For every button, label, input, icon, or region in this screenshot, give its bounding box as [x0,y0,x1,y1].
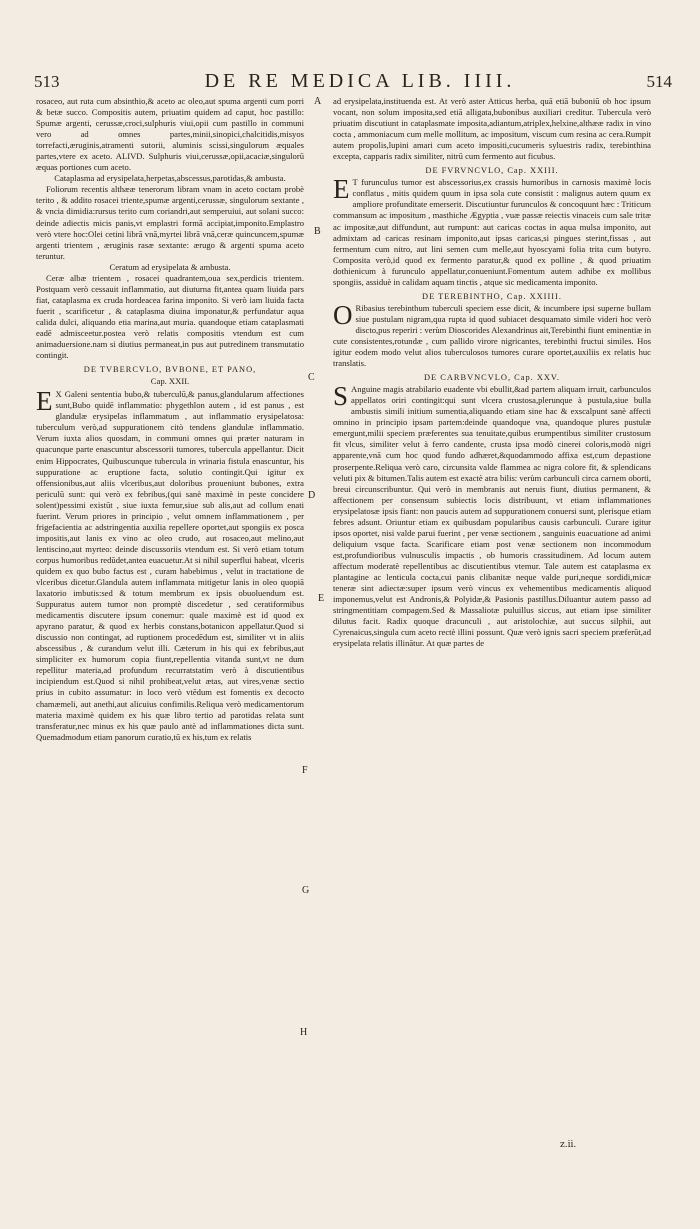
chapter-heading: DE TVBERCVLO, BVBONE, ET PANO, [83,365,257,375]
running-title: DE RE MEDICA LIB. IIII. [204,70,516,92]
margin-letter: D [308,490,316,501]
chapter-heading: DE TEREBINTHO, Cap. XXIIII. [422,291,562,301]
margin-letter: C [308,372,315,383]
paragraph-text: X Galeni sententia bubo,& tuberculū,& panus,glandularum affectiones sunt,Bubo quidē inflammatio: phygethlon autem , id est panus , est glandulæ erysipelas inflammatum , aut inflammatio erysipelatosa: tuberculum verò,ad suppurationem citò tendens glandulæ inflammatio. Verum iuxta alios quosdam, in communi omnes qui præter naturam in quacunque parte enascuntur abscessorii tumores, tubercula appellantur. Dicit enim Hippocrates, Quibuscunque tubercula in vrinaria fistula enascuntur, his suppuratione ac eruptione facta, solutio contingit.Qui igitur ex offensionibus,aut aliis vlceribus,aut doloribus proueniunt bubones, extra periculū sunt: qui verò ex febribus,(qui sanè maximè in peste concidere solent)pessimi existūt , siue iuxta femur,siue sub alis,aut ad collum enati fuerint. Verum priores in principio , velut omnem inflammationem , per frigefacientia ac adstringentia auxilia repellere oportet,aut spongiis ex posca impositis,aut lanis ex vino ac oleo crudo, aut rosaceo,aut melino,aut lentiscino,aut myrteo: deinde discussoriis vtendum est. Si verò etiam totum corpus humoribus redūdet,antea euacuetur.At si nihil superflui habeat, vlceris quidem ex quo bubo factus est , curam habebimus , velut in tractatione de vlceribus dicetur.Glandula autem inflammata mitigetur lanis in oleo quopiā laxatorio imbutis:sed & totum membrum ex ipsis obuoluendum est. Suppuratus autem tumor non promptè discedetur , sed ceratiformibus medicamentis discutere ipsum conemur: quale maximè est id quod ex apyrano paratur, & quod ex herbis constans,botanicon appellatur.Quod si discussio non contingat, ad ruptionem procedēdum est, similiter vt in aliis abscessibus , & curandum velut illi. Cæterum in his qui ex febribus,aut simpliciter ex humorum copia fiunt,repellentia vitanda sunt,vt ne dum repellitur materia,ad profundum recurratstatim verò à discutientibus incipiendum est.Quod si nihil prohibeat,velut ætas, aut vires,venæ sectio prius in cubito assumatur: in loco verò vtēdum est fomentis ex decocto chamæmeli, aut anethi,aut alicuius confimilis.Reliqua verò medicamentorum materia maximè quidem ex his quæ libro tertio ad parotidas relata sunt transferatur,nec minus ex his quæ paulo antè ad inflammationes dicta sunt. Quemadmodum etiam panorum curatio,tū ex his,tum ex relatis [36,389,304,742]
margin-letter: A [314,96,322,107]
drop-cap: S [333,381,349,412]
margin-letter: E [318,593,325,604]
paragraph: ad erysipelata,instituenda est. At verò aster Atticus herba, quā etiā buboniū ob hoc ipsum vocant, non solum imposita,sed etiā alligata,bubonibus auxiliari creditur. Tubercula verò priuatim discutiunt in cataplasmate imposita,adiantum,atriplex,helxine,althææ radix in vino cocta , ammoniacum cum melle mollitum, ac impositum, viscum cum resina ac cera.Rumpit autem propolis,lupini amari cum aceto impositi,cucumeris syluestris radix, terebinthina excepta, capparis radix similiter, nitrū cum fermento aut ficubus. [333,96,651,162]
left-column [36,96,304,743]
page-number-left: 513 [34,72,60,91]
chapter-number: Cap. XXII. [150,376,190,387]
paragraph [333,174,651,287]
signature-mark: z.ii. [560,1140,577,1150]
paragraph: Foliorum recentis althææ tenerorum libram vnam in aceto coctam probè terito , & addito rosacei triente,spumæ argenti,cerussæ, singulorum sextante , & vncia dimidia:rursus terito cum coriandri,aut semperuiui, aut solani succo: deinde adiectis micis panis,vt emplastri formā accipiat,imponito.Emplastro verò vtere hoc:Olei cetini librā vnā,myrtei librā vnā,ceræ quincuncem,spumæ argenti trientem , æruginis rasæ sextante: ærugo & argenti spuma aceto teruntur. [36,184,304,261]
drop-cap: O [333,299,353,330]
margin-letter: H [300,1027,308,1038]
recipe-heading: Cataplasma ad erysipelata,herpetas,abscessus,parotidas,& ambusta. [54,173,286,184]
recipe-heading: Ceratum ad erysipelata & ambusta. [109,261,231,272]
page-number-right: 514 [646,72,672,91]
chapter-heading: DE CARBVNCVLO, Cap. XXV. [424,373,560,383]
margin-letter: F [302,765,308,776]
page-header [30,70,680,96]
right-column [333,96,651,649]
paragraph-text: Ribasius terebinthum tuberculi speciem esse dicit, & incumbere ipsi superne bullam siue pustulam nigram,qua rupta id quod subiacet desquamato simile videri hoc verò discto,pus reperiri : verùm Dioscorides Alexandrinus ait,Terebinthi fiunt eminentiæ in cute consistentes,rotundæ , cum pallido virore nigricantes, terebinthi fructui similes. Hos igitur eodem modo velut alios tuberculosos tumores curare oportet,auxiliis ex relatis huc translatis. [333,302,651,369]
chapter-heading: DE FVRVNCVLO, Cap. XXIII. [425,166,559,176]
paragraph: rosaceo, aut ruta cum absinthio,& aceto ac oleo,aut spuma argenti cum porri & betæ succo. Compositis autem, priuatim quidem ad caput, hoc pastillo: Spumæ argenti, cerussæ,croci,sulphuris viui,opii cum pastillo in communi vero ad omnes partes,minii,sinopici,chalcitidis,misyos torrefacti,æruginis,atramenti sutorii, aluminis scissi,singulorum æquales partes,vtere ex aceto. ALIVD. Sulphuris viui,cerussæ,opii,acaciæ,singulorū æquas portiones cum aceto. [36,96,304,173]
paragraph [36,386,304,743]
paragraph: Ceræ albæ trientem , rosacei quadrantem,oua sex,perdicis trientem. Postquam verò cessauit inflammatio, aut diuturna fit,antea quam liuida pars fiat, cataplasma ex cruda hordeacea farina imponito. Si verò iam liuida facta fuerit , scarificetur , & cataplasma diuina imponatur,& perfundatur aqua calida dulci, aliquando etia marina,aut muria. quandoque etiam cataplasmati eadē admisceetur.postea verò relatis compositis vtendum est cum animaduersione.nam si diutius permaneat,in pus aut putredinem transmutatio contingit. [36,272,304,361]
paragraph [333,381,651,649]
paragraph-text: Anguine magis atrabilario euadente vbi ebullit,&ad partem aliquam irruit, carbunculos appellatos oriri contingit:qui sunt vlcera crustosa,plerunque à pustula,siue bulla ambustis simili initium sumentia,aliquando etiam sine hac & exscalpunt sanè affecti omnino in principio ipsam partem:deinde quandoque vna, quandoque plures pustulæ emergunt,milii speciem præferentes sua tenuitate,quibus erumpentibus similiter crustosum fit vlcus, similiter velut à ferro candente, crusta ipsa modò cinerei coloris,modò nigri apparente,vnā cum hoc quod fundo adhæret,&quodammodo affixa est,cum depastione proserpente.Reliqua verò caro, circunsita valde flammea ac nigra colore fit, & splendicans veluti pix & bitumen.Talis autem est exactè atra bilis: verùm carbunculi circa carnem oborti, breui circunscribuntur. Qui verò in membranis aut neruis fiunt, diutius permanent, & affectionem per consensum subiectis locis distribuunt, vt etiam inflammationes erysipelatosæ ipsis fiant: non paucis autem ad suppurationem conuersi sunt, plerisque etiam febres adsunt. Oriuntur etiam ex quibusdam popularibus causis carbunculi. Curare igitur ipsos oportet, nisi valde parui fuerint , per venæ sectionem , sanguinis euacuatione ad animi deliquium vsque facta. Scarificare etiam post venæ sectionem non incommodum est,profundioribus vulnusculis impactis , ob humoris crassitudinem. Ad locum autem affectum moderatè repellentibus ac discutientibus vtemur. Tale autem est cataplasma ex plantagine ac lenticula cocta,cui panis clibanitæ neque valde puri,neque sordidi,micæ teneræ sint adiectæ:super ipsum verò vincus ex vehementibus medicamentis aliquod imponemus,velut est Andronis,& Polyidæ,& Pasionis pastillus.Diluantur autem passo ad stringmentitiam compagem.Sed & Massaliotæ puluillus siccus, aut etiam ipse similiter dilutus facit. Radix quoque dracunculi , aut aristolochiæ, aut succus silphii, aut Cyrenaicus,singula cum aceto rectè illini possunt. Quæ verò ignis sacri speciem præferūt,ad erysipelata relatis illinātur. At quæ partes de [333,384,651,649]
paragraph-text: T furunculus tumor est abscessorius,ex crassis humoribus in carnosis maximè locis conflatus , mitis quidem quum in ipsa sola cute consistit : malignus autem quum ex ampliore profunditate emerserit. Discutiuntur furunculos & concoquunt hæc : Triticum commansum ac impositum , masthiche Ægyptia , vuæ passæ reiectis vinaceis cum sale tritæ ac impositæ,aut diffundunt, aut rumpunt: aut caricas coctas in aqua mulsa imponito, aut admixtam ad caricas resinam imponito,aut ipsas caricas,si pingues sterint,fissas , aut fermentum cum nitro, aut lini semen cum melle,aut hyoscyami folia trita cum butyro. Composita verò,id quod ex fermento paratur,& quod ex polline , & quod priuatim dothienicum à furunculo appellatur,conueniunt.Fomentum autem adhibe ex mollibus spongiis, assiduè in calidam aquam tinctis , atque sic medicamenta imponito. [333,177,651,287]
margin-letter: B [314,226,321,237]
margin-letter: G [302,885,310,896]
paragraph [333,299,651,369]
drop-cap: E [333,174,350,205]
drop-cap: E [36,386,53,417]
